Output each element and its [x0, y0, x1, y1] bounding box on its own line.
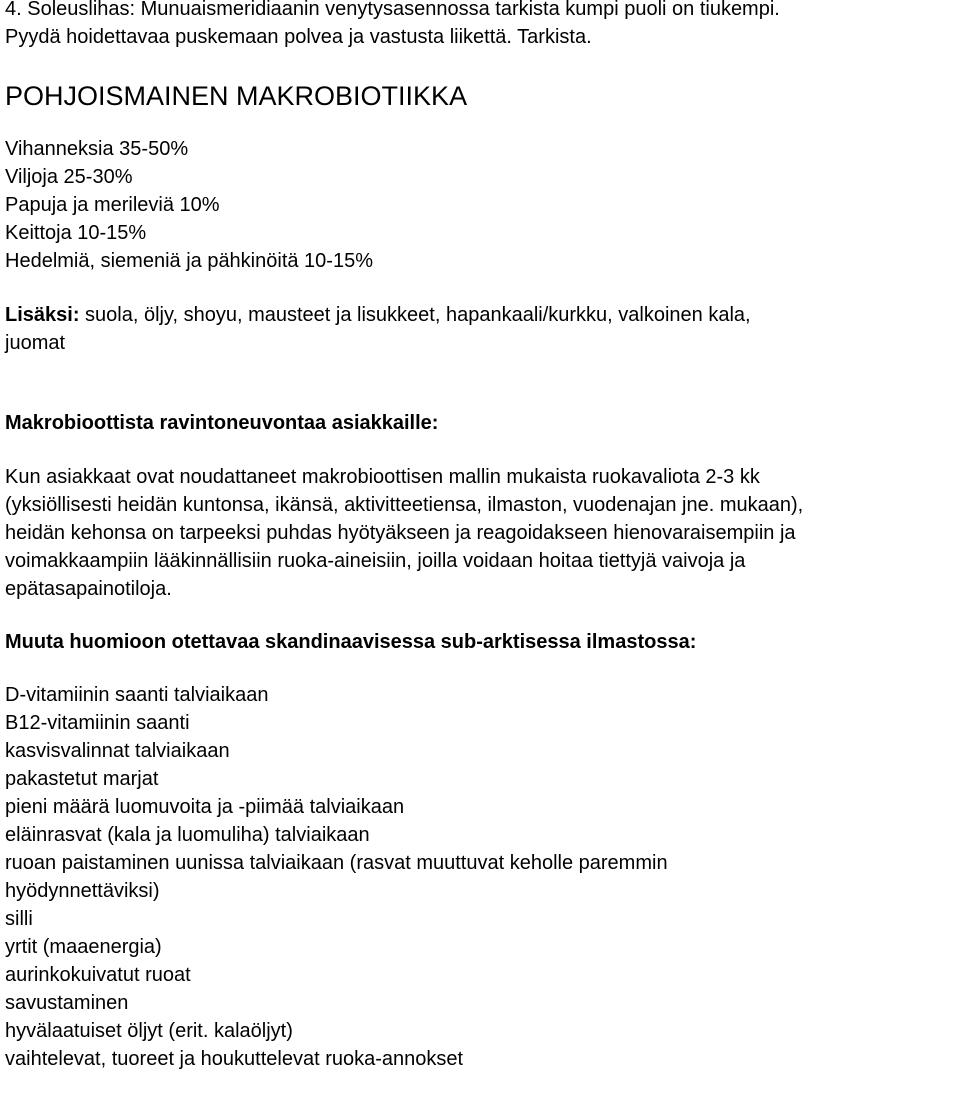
extras-text: suola, öljy, shoyu, mausteet ja lisukkeet, hapankaali/kurkku, valkoinen kala, [79, 304, 751, 326]
intro-paragraph [5, 0, 957, 51]
advice-line: Kun asiakkaat ovat noudattaneet makrobioottisen mallin mukaista ruokavaliota 2-3 kk [5, 466, 760, 488]
advice-line: heidän kehonsa on tarpeeksi puhdas hyötyäkseen ja reagoidakseen hienovaraisempiin ja [5, 522, 796, 544]
extras-label: Lisäksi: [5, 304, 80, 326]
nordic-item: pakastetut marjat [5, 768, 159, 790]
proportion-item: Viljoja 25-30% [5, 166, 133, 188]
nordic-item: aurinkokuivatut ruoat [5, 964, 191, 986]
proportion-item: Hedelmiä, siemeniä ja pähkinöitä 10-15% [5, 250, 373, 272]
nordic-item: vaihtelevat, tuoreet ja houkuttelevat ruoka-annokset [5, 1048, 464, 1070]
nordic-list [5, 681, 957, 1073]
proportion-item: Vihanneksia 35-50% [5, 138, 189, 160]
intro-line: 4. Soleuslihas: Munuaismeridiaanin venytysasennossa tarkista kumpi puoli on tiukempi. [5, 0, 780, 20]
nordic-item: pieni määrä luomuvoita ja -piimää talviaikaan [5, 796, 405, 818]
nordic-item: eläinrasvat (kala ja luomuliha) talviaikaan [5, 824, 370, 846]
nordic-item: kasvisvalinnat talviaikaan [5, 740, 230, 762]
extras-line [5, 301, 957, 329]
extras-line: juomat [5, 332, 66, 354]
proportion-item: Keittoja 10-15% [5, 222, 147, 244]
advice-line: (yksiöllisesti heidän kuntonsa, ikänsä, aktivitteetiensa, ilmaston, vuodenajan jne. mukaan), [5, 494, 804, 516]
nordic-item: ruoan paistaminen uunissa talviaikaan (rasvat muuttuvat keholle paremmin [5, 852, 668, 874]
nordic-item: hyvälaatuiset öljyt (erit. kalaöljyt) [5, 1020, 293, 1042]
advice-line: voimakkaampiin lääkinnällisiin ruoka-aineisiin, joilla voidaan hoitaa tiettyjä vaivoja ja [5, 550, 746, 572]
advice-paragraph [5, 463, 957, 603]
proportion-list [5, 135, 957, 275]
nordic-item: savustaminen [5, 992, 129, 1014]
nordic-item: D-vitamiinin saanti talviaikaan [5, 684, 269, 706]
advice-heading: Makrobioottista ravintoneuvontaa asiakkaille: [5, 412, 439, 434]
extras-paragraph [5, 301, 957, 357]
advice-line: epätasapainotiloja. [5, 578, 172, 600]
proportion-item: Papuja ja merileviä 10% [5, 194, 220, 216]
document-title: POHJOISMAINEN MAKROBIOTIIKKA [5, 81, 468, 111]
nordic-item: yrtit (maaenergia) [5, 936, 162, 958]
nordic-item: B12-vitamiinin saanti [5, 712, 190, 734]
nordic-item: silli [5, 908, 33, 930]
intro-line: Pyydä hoidettavaa puskemaan polvea ja vastusta liikettä. Tarkista. [5, 26, 592, 48]
nordic-item: hyödynnettäviksi) [5, 880, 160, 902]
document-page [5, 0, 957, 1073]
nordic-heading: Muuta huomioon otettavaa skandinaavisessa sub-arktisessa ilmastossa: [5, 631, 697, 653]
